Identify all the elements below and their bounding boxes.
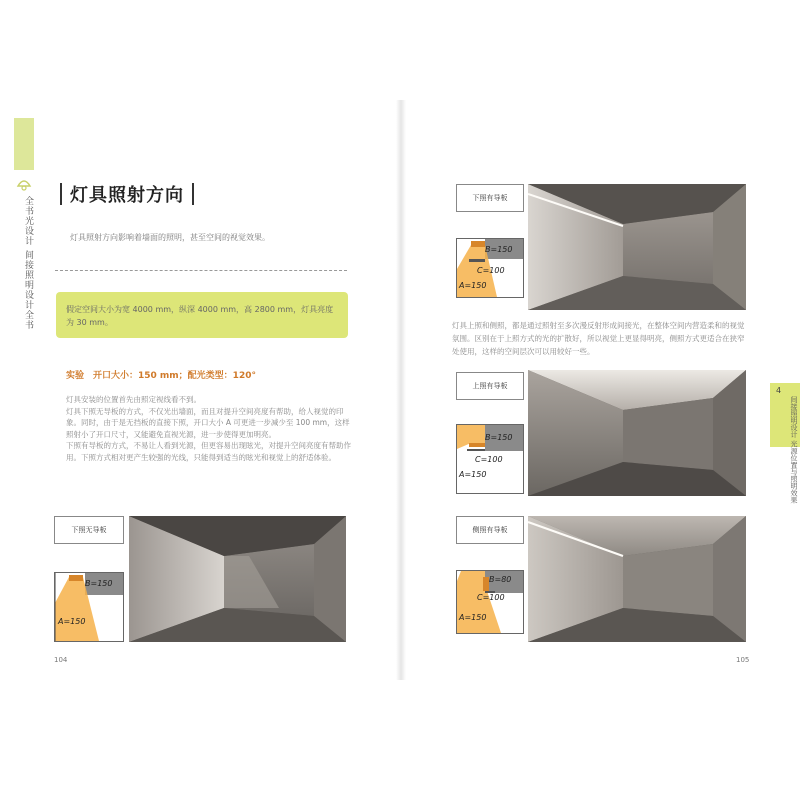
paragraph: 下照有导板的方式，不易让人看到光源，但更容易出现眩光，对提升空间亮度有帮助作用。下照方式相对更产生较强的光线，只能得到适当的眩光和视觉上的舒适体验。 [66, 441, 351, 462]
figure-label: 下照无导板 [54, 516, 124, 544]
page-number: 105 [736, 656, 750, 664]
dimension-b: B=150 [485, 245, 513, 254]
side-title: 全书光设计 间接照明设计全书 [23, 196, 33, 330]
chapter-tab-text: 间接照明设计 光源位置与照明效果 [790, 396, 798, 504]
room-render [528, 184, 746, 310]
body-text [66, 394, 356, 463]
room-render [528, 516, 746, 642]
section-title [60, 180, 194, 208]
dimension-c: C=100 [475, 455, 503, 464]
dimension-b: B=150 [85, 579, 113, 588]
dimension-b: B=80 [489, 575, 512, 584]
section-diagram [54, 572, 124, 642]
intro-text: 灯具照射方向影响着墙面的照明，甚至空间的视觉效果。 [70, 233, 270, 242]
highlight-text: 假定空间大小为宽 4000 mm，纵深 4000 mm，高 2800 mm，灯具亮度为 30 mm。 [66, 305, 334, 327]
lamp-icon [14, 174, 34, 194]
dimension-c: C=100 [477, 593, 505, 602]
section-diagram [456, 570, 524, 634]
figure-label: 上照有导板 [456, 372, 524, 400]
dimension-c: C=100 [477, 266, 505, 275]
paragraph: 灯具安装的位置首先由照定视线看不到。 [66, 395, 201, 404]
chapter-number: 4 [776, 386, 782, 395]
divider [55, 270, 347, 271]
experiment-heading: 实验 开口大小：150 mm；配光类型：120° [66, 371, 256, 381]
figure-label: 下照有导板 [456, 184, 524, 212]
room-render [528, 370, 746, 496]
paragraph: 灯具下照无导板的方式，不仅光出墙面，而且对提升空间亮度有帮助，给人视觉的印象。同时，由于是无挡板的直接下照，开口大小 A 可更进一步减少至 100 mm，这样照射小了开口尺寸，又能避免直视光源，进一步使得更加明亮。 [66, 406, 350, 439]
body-text: 灯具上照和侧照，都是通过照射至多次漫反射形成间接光，在整体空间内营造柔和的视觉氛围。区别在于上照方式的光的扩散好，所以视觉上更显得明亮，侧照方式更适合在狭窄处使用，这样的空间层次可以用较好一些。 [452, 321, 745, 356]
page-number: 104 [54, 656, 68, 664]
section-diagram [456, 424, 524, 494]
dimension-b: B=150 [485, 433, 513, 442]
dimension-a: A=150 [459, 470, 487, 479]
room-render [129, 516, 346, 642]
dimension-a: A=150 [459, 281, 487, 290]
dimension-a: A=150 [459, 613, 487, 622]
section-diagram [456, 238, 524, 298]
chapter-tab [14, 118, 34, 170]
dimension-a: A=150 [58, 617, 86, 626]
figure-label: 侧照有导板 [456, 516, 524, 544]
book-gutter [396, 100, 406, 680]
section-title-text: 灯具照射方向 [70, 185, 184, 206]
